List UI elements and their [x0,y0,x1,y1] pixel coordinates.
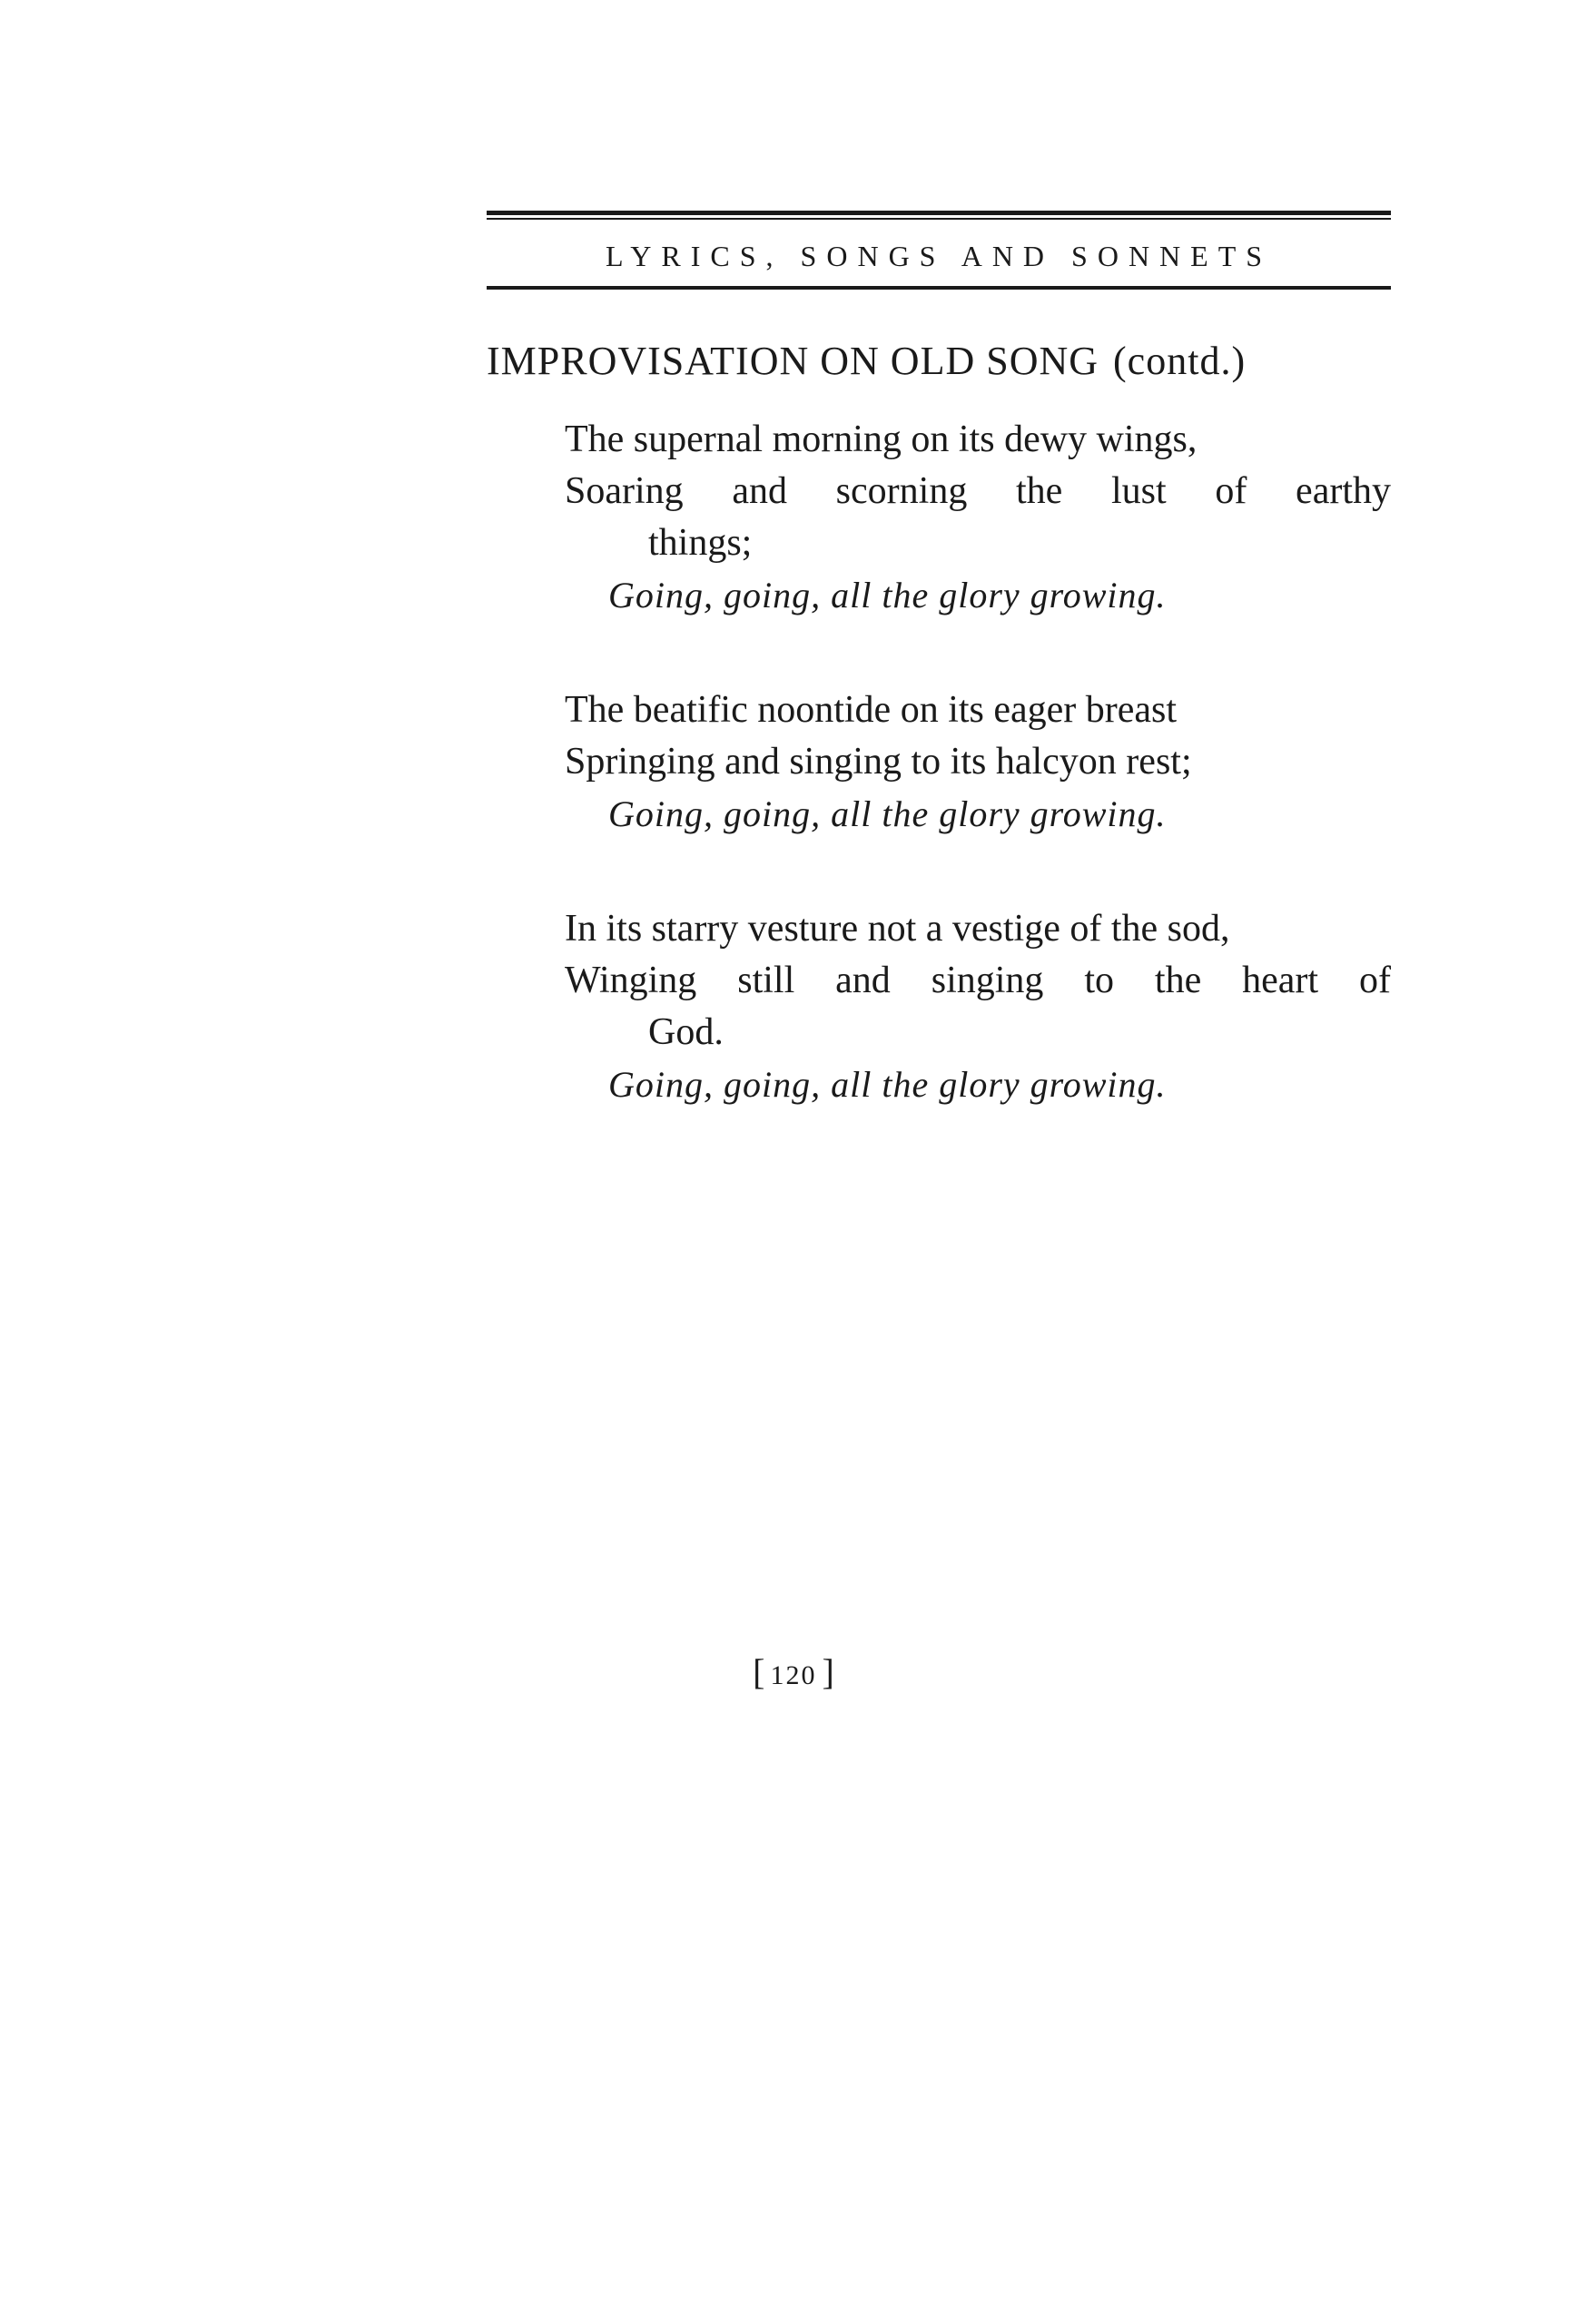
page-number-value: 120 [770,1660,817,1690]
poem-body [565,414,1391,1174]
running-head-text: LYRICS, SONGS AND SONNETS [605,240,1273,272]
stanza-line-continuation: things; [648,522,753,564]
refrain-line: Going, going, all the glory growing. [608,575,1167,615]
poem-title [487,338,1391,384]
stanza-2 [565,684,1391,840]
page-number-open-bracket: [ [753,1651,765,1692]
header-top-double-rule [487,211,1391,220]
stanza-line-continuation: God. [648,1011,724,1053]
stanza-line: The supernal morning on its dewy wings, [565,419,1198,460]
page-number [0,1650,1587,1693]
refrain-line: Going, going, all the glory growing. [608,793,1167,834]
page-number-close-bracket: ] [822,1651,834,1692]
stanza-1 [565,414,1391,621]
stanza-line: Soaring and scorning the lust of earthy [565,470,1391,512]
stanza-line: Winging still and singing to the heart of [565,960,1391,1001]
refrain-line: Going, going, all the glory growing. [608,1064,1167,1105]
stanza-line: The beatific noontide on its eager breast [565,689,1178,731]
poem-title-text: IMPROVISATION ON OLD SONG [487,339,1099,383]
header-bottom-rule [487,286,1391,290]
poem-title-suffix: (contd.) [1113,339,1247,383]
running-header [487,211,1391,290]
stanza-line: In its starry vesture not a vestige of the sod, [565,908,1230,950]
stanza-3 [565,903,1391,1110]
stanza-line: Springing and singing to its halcyon rest; [565,741,1192,783]
